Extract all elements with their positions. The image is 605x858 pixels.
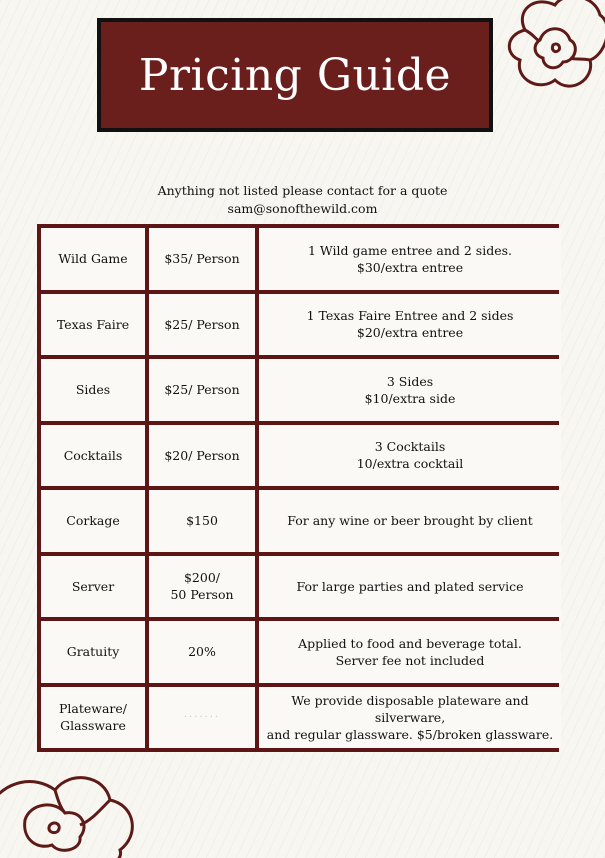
item-name-line: Glassware	[60, 718, 126, 734]
item-name-cell: Cocktails	[41, 425, 145, 487]
detail-line: 3 Sides	[386, 373, 434, 389]
price-cell: $25/ Person	[149, 294, 255, 356]
item-name-line: Plateware/	[58, 701, 128, 717]
price-cell: 20%	[149, 621, 255, 683]
detail-cell	[259, 359, 561, 421]
price-cell	[149, 687, 255, 749]
price-line: 50 Person	[170, 587, 234, 603]
pricing-table	[37, 224, 559, 752]
title-banner	[97, 18, 493, 132]
flower-bottom-left-decoration	[0, 765, 140, 858]
item-name-cell: Wild Game	[41, 228, 145, 290]
item-name-cell: Gratuity	[41, 621, 145, 683]
item-name-cell: Server	[41, 556, 145, 618]
detail-line: 1 Wild game entree and 2 sides.	[307, 242, 513, 258]
detail-line: 3 Cocktails	[374, 439, 446, 455]
price-line: $200/	[183, 570, 221, 586]
price-cell: $20/ Person	[149, 425, 255, 487]
price-cell: $150	[149, 490, 255, 552]
detail-line: $30/extra entree	[356, 259, 464, 275]
contact-email[interactable]: sam@sonofthewild.com	[227, 201, 378, 216]
detail-line: 1 Texas Faire Entree and 2 sides	[306, 308, 514, 324]
detail-cell	[259, 490, 561, 552]
quote-note: Anything not listed please contact for a quote	[157, 183, 448, 198]
flower-top-right-decoration	[505, 0, 605, 95]
item-name-cell: Sides	[41, 359, 145, 421]
price-cell: $25/ Person	[149, 359, 255, 421]
item-name-cell: Corkage	[41, 490, 145, 552]
detail-line: Server fee not included	[335, 652, 485, 668]
detail-cell	[259, 425, 561, 487]
detail-cell	[259, 556, 561, 618]
detail-line: For any wine or beer brought by client	[287, 513, 533, 529]
item-name-cell	[41, 687, 145, 749]
detail-line: We provide disposable plateware and silverware,	[291, 692, 529, 725]
detail-line: Applied to food and beverage total.	[298, 635, 522, 651]
empty-placeholder-dots: ·······	[183, 711, 221, 723]
detail-cell	[259, 621, 561, 683]
detail-cell	[259, 294, 561, 356]
detail-line: and regular glassware. $5/broken glassware.	[266, 726, 554, 742]
price-cell	[149, 556, 255, 618]
detail-line: For large parties and plated service	[296, 578, 524, 594]
page-title: Pricing Guide	[138, 49, 452, 101]
detail-cell	[259, 228, 561, 290]
detail-line: $20/extra entree	[356, 325, 464, 341]
detail-cell	[259, 687, 561, 749]
detail-line: $10/extra side	[364, 390, 456, 406]
item-name-cell: Texas Faire	[41, 294, 145, 356]
price-cell: $35/ Person	[149, 228, 255, 290]
detail-line: 10/extra cocktail	[356, 456, 464, 472]
